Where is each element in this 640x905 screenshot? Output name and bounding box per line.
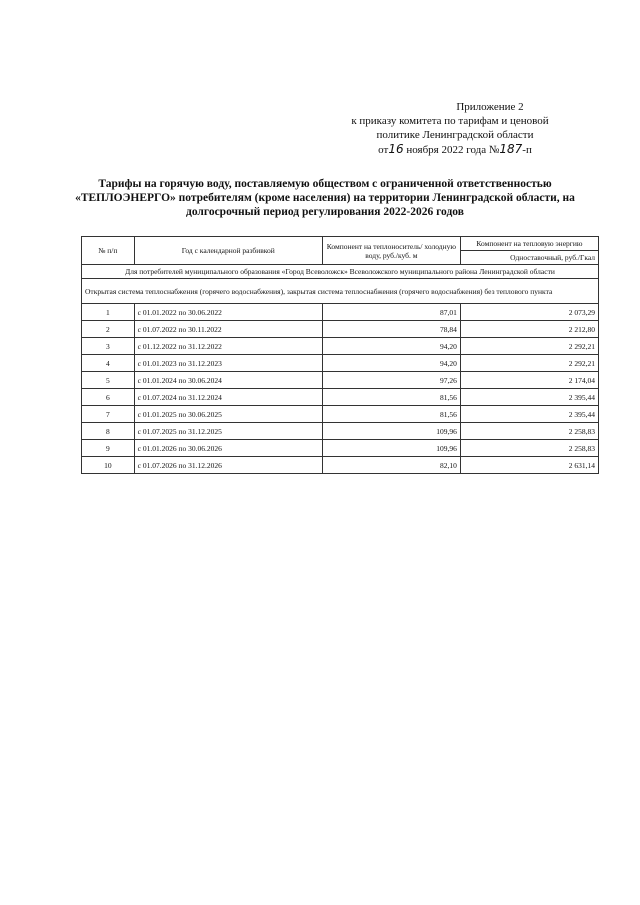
table-row — [82, 389, 599, 406]
row-energy-value: 2 292,21 — [460, 355, 598, 372]
row-number: 7 — [82, 406, 135, 423]
row-period: с 01.01.2023 по 31.12.2023 — [134, 355, 322, 372]
row-carrier-value: 109,96 — [322, 440, 460, 457]
row-energy-value: 2 174,04 — [460, 372, 598, 389]
row-number: 9 — [82, 440, 135, 457]
table-row — [82, 440, 599, 457]
consumer-group-row: Для потребителей муниципального образования «Город Всеволожск» Всеволожского муниципального района Ленинградской области — [82, 265, 599, 279]
table-row — [82, 406, 599, 423]
table-row — [82, 304, 599, 321]
row-period: с 01.01.2025 по 30.06.2025 — [134, 406, 322, 423]
appendix-header — [300, 100, 600, 157]
tariff-table — [81, 236, 599, 474]
row-carrier-value: 82,10 — [322, 457, 460, 474]
row-period: с 01.07.2024 по 31.12.2024 — [134, 389, 322, 406]
row-energy-value: 2 073,29 — [460, 304, 598, 321]
table-row — [82, 338, 599, 355]
row-energy-value: 2 292,21 — [460, 338, 598, 355]
date-suffix: -п — [522, 144, 532, 156]
appendix-date-line — [300, 142, 600, 157]
row-number: 8 — [82, 423, 135, 440]
row-carrier-value: 97,26 — [322, 372, 460, 389]
appendix-order-line: к приказу комитета по тарифам и ценовой — [351, 115, 549, 127]
header-energy: Компонент на тепловую энергию — [460, 237, 598, 251]
row-number: 1 — [82, 304, 135, 321]
row-carrier-value: 94,20 — [322, 338, 460, 355]
appendix-committee-line: политике Ленинградской области — [376, 129, 534, 141]
date-day-handwritten: 16 — [388, 142, 404, 156]
row-period: с 01.12.2022 по 31.12.2022 — [134, 338, 322, 355]
row-energy-value: 2 395,44 — [460, 406, 598, 423]
appendix-number: Приложение 2 — [456, 101, 524, 113]
row-number: 3 — [82, 338, 135, 355]
table-row — [82, 423, 599, 440]
row-period: с 01.07.2022 по 30.11.2022 — [134, 321, 322, 338]
table-row — [82, 457, 599, 474]
date-prefix: от — [378, 144, 389, 156]
row-carrier-value: 78,84 — [322, 321, 460, 338]
table-row — [82, 321, 599, 338]
row-period: с 01.07.2025 по 31.12.2025 — [134, 423, 322, 440]
header-period: Год с календарной разбивкой — [134, 237, 322, 265]
row-period: с 01.07.2026 по 31.12.2026 — [134, 457, 322, 474]
row-period: с 01.01.2024 по 30.06.2024 — [134, 372, 322, 389]
row-number: 5 — [82, 372, 135, 389]
row-carrier-value: 87,01 — [322, 304, 460, 321]
row-energy-value: 2 258,83 — [460, 423, 598, 440]
row-energy-value: 2 395,44 — [460, 389, 598, 406]
row-number: 10 — [82, 457, 135, 474]
header-energy-sub: Одноставочный, руб./Гкал — [460, 251, 598, 265]
document-title: Тарифы на горячую воду, поставляемую обществом с ограниченной ответственностью «ТЕПЛОЭНЕРГО» потребителям (кроме населения) на территории Ленинградской области, на долгосрочный период регулирования 2022-2026 годов — [75, 178, 575, 218]
table-row — [82, 355, 599, 372]
row-carrier-value: 81,56 — [322, 389, 460, 406]
row-number: 4 — [82, 355, 135, 372]
row-number: 6 — [82, 389, 135, 406]
order-number-handwritten: 187 — [499, 142, 523, 156]
row-carrier-value: 109,96 — [322, 423, 460, 440]
row-period: с 01.01.2026 по 30.06.2026 — [134, 440, 322, 457]
row-energy-value: 2 258,83 — [460, 440, 598, 457]
header-num: № п/п — [82, 237, 135, 265]
supply-system-row: Открытая система теплоснабжения (горячего водоснабжения), закрытая система теплоснабжения (горячего водоснабжения) без теплового пункта — [82, 279, 599, 304]
row-energy-value: 2 212,80 — [460, 321, 598, 338]
table-row — [82, 372, 599, 389]
row-period: с 01.01.2022 по 30.06.2022 — [134, 304, 322, 321]
row-carrier-value: 94,20 — [322, 355, 460, 372]
row-carrier-value: 81,56 — [322, 406, 460, 423]
date-middle: ноября 2022 года № — [403, 144, 500, 156]
row-number: 2 — [82, 321, 135, 338]
row-energy-value: 2 631,14 — [460, 457, 598, 474]
header-carrier: Компонент на теплоноситель/ холодную воду, руб./куб. м — [322, 237, 460, 265]
